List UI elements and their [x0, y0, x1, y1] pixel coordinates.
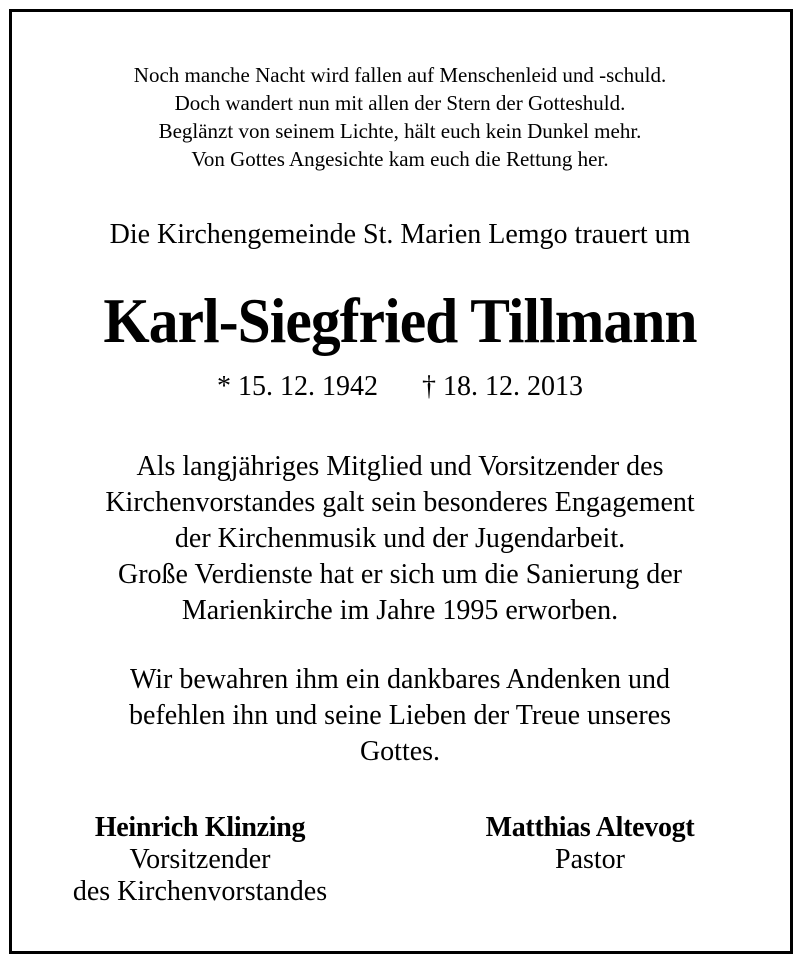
tribute-line: Marienkirche im Jahre 1995 erworben.: [181, 595, 619, 626]
poem-verse: [0, 61, 800, 173]
birth-date: * 15. 12. 1942: [217, 371, 378, 402]
poem-line: Von Gottes Angesichte kam euch die Rettung her.: [191, 147, 609, 171]
closing-line: Gottes.: [359, 736, 441, 767]
life-dates: [0, 369, 800, 405]
tribute-paragraph: [0, 449, 800, 629]
tribute-line: Kirchenvorstandes galt sein besonderes Engagement: [105, 487, 695, 518]
closing-line: Wir bewahren ihm ein dankbares Andenken und: [129, 664, 671, 695]
signer-role: Vorsitzender: [129, 844, 271, 875]
poem-line: Noch manche Nacht wird fallen auf Menschenleid und -schuld.: [133, 63, 667, 87]
signer-name: Matthias Altevogt: [485, 812, 695, 843]
mourning-intro: Die Kirchengemeinde St. Marien Lemgo trauert um: [109, 219, 691, 250]
tribute-line: Große Verdienste hat er sich um die Sanierung der: [118, 559, 682, 590]
signer-role-continued: des Kirchenvorstandes: [72, 876, 328, 907]
closing-paragraph: [0, 662, 800, 770]
poem-line: Beglänzt von seinem Lichte, hält euch kein Dunkel mehr.: [158, 119, 642, 143]
signature-right: [420, 812, 760, 876]
signature-left: [30, 812, 370, 908]
tribute-line: der Kirchenmusik und der Jugendarbeit.: [174, 523, 626, 554]
death-date: † 18. 12. 2013: [422, 371, 583, 402]
deceased-name: Karl-Siegfried Tillmann: [103, 285, 697, 356]
tribute-line: Als langjähriges Mitglied und Vorsitzender des: [136, 451, 664, 482]
closing-line: befehlen ihn und seine Lieben der Treue unseres: [129, 700, 671, 731]
signer-role: Pastor: [555, 844, 625, 875]
signer-name: Heinrich Klinzing: [94, 812, 306, 843]
poem-line: Doch wandert nun mit allen der Stern der Gotteshuld.: [174, 91, 626, 115]
